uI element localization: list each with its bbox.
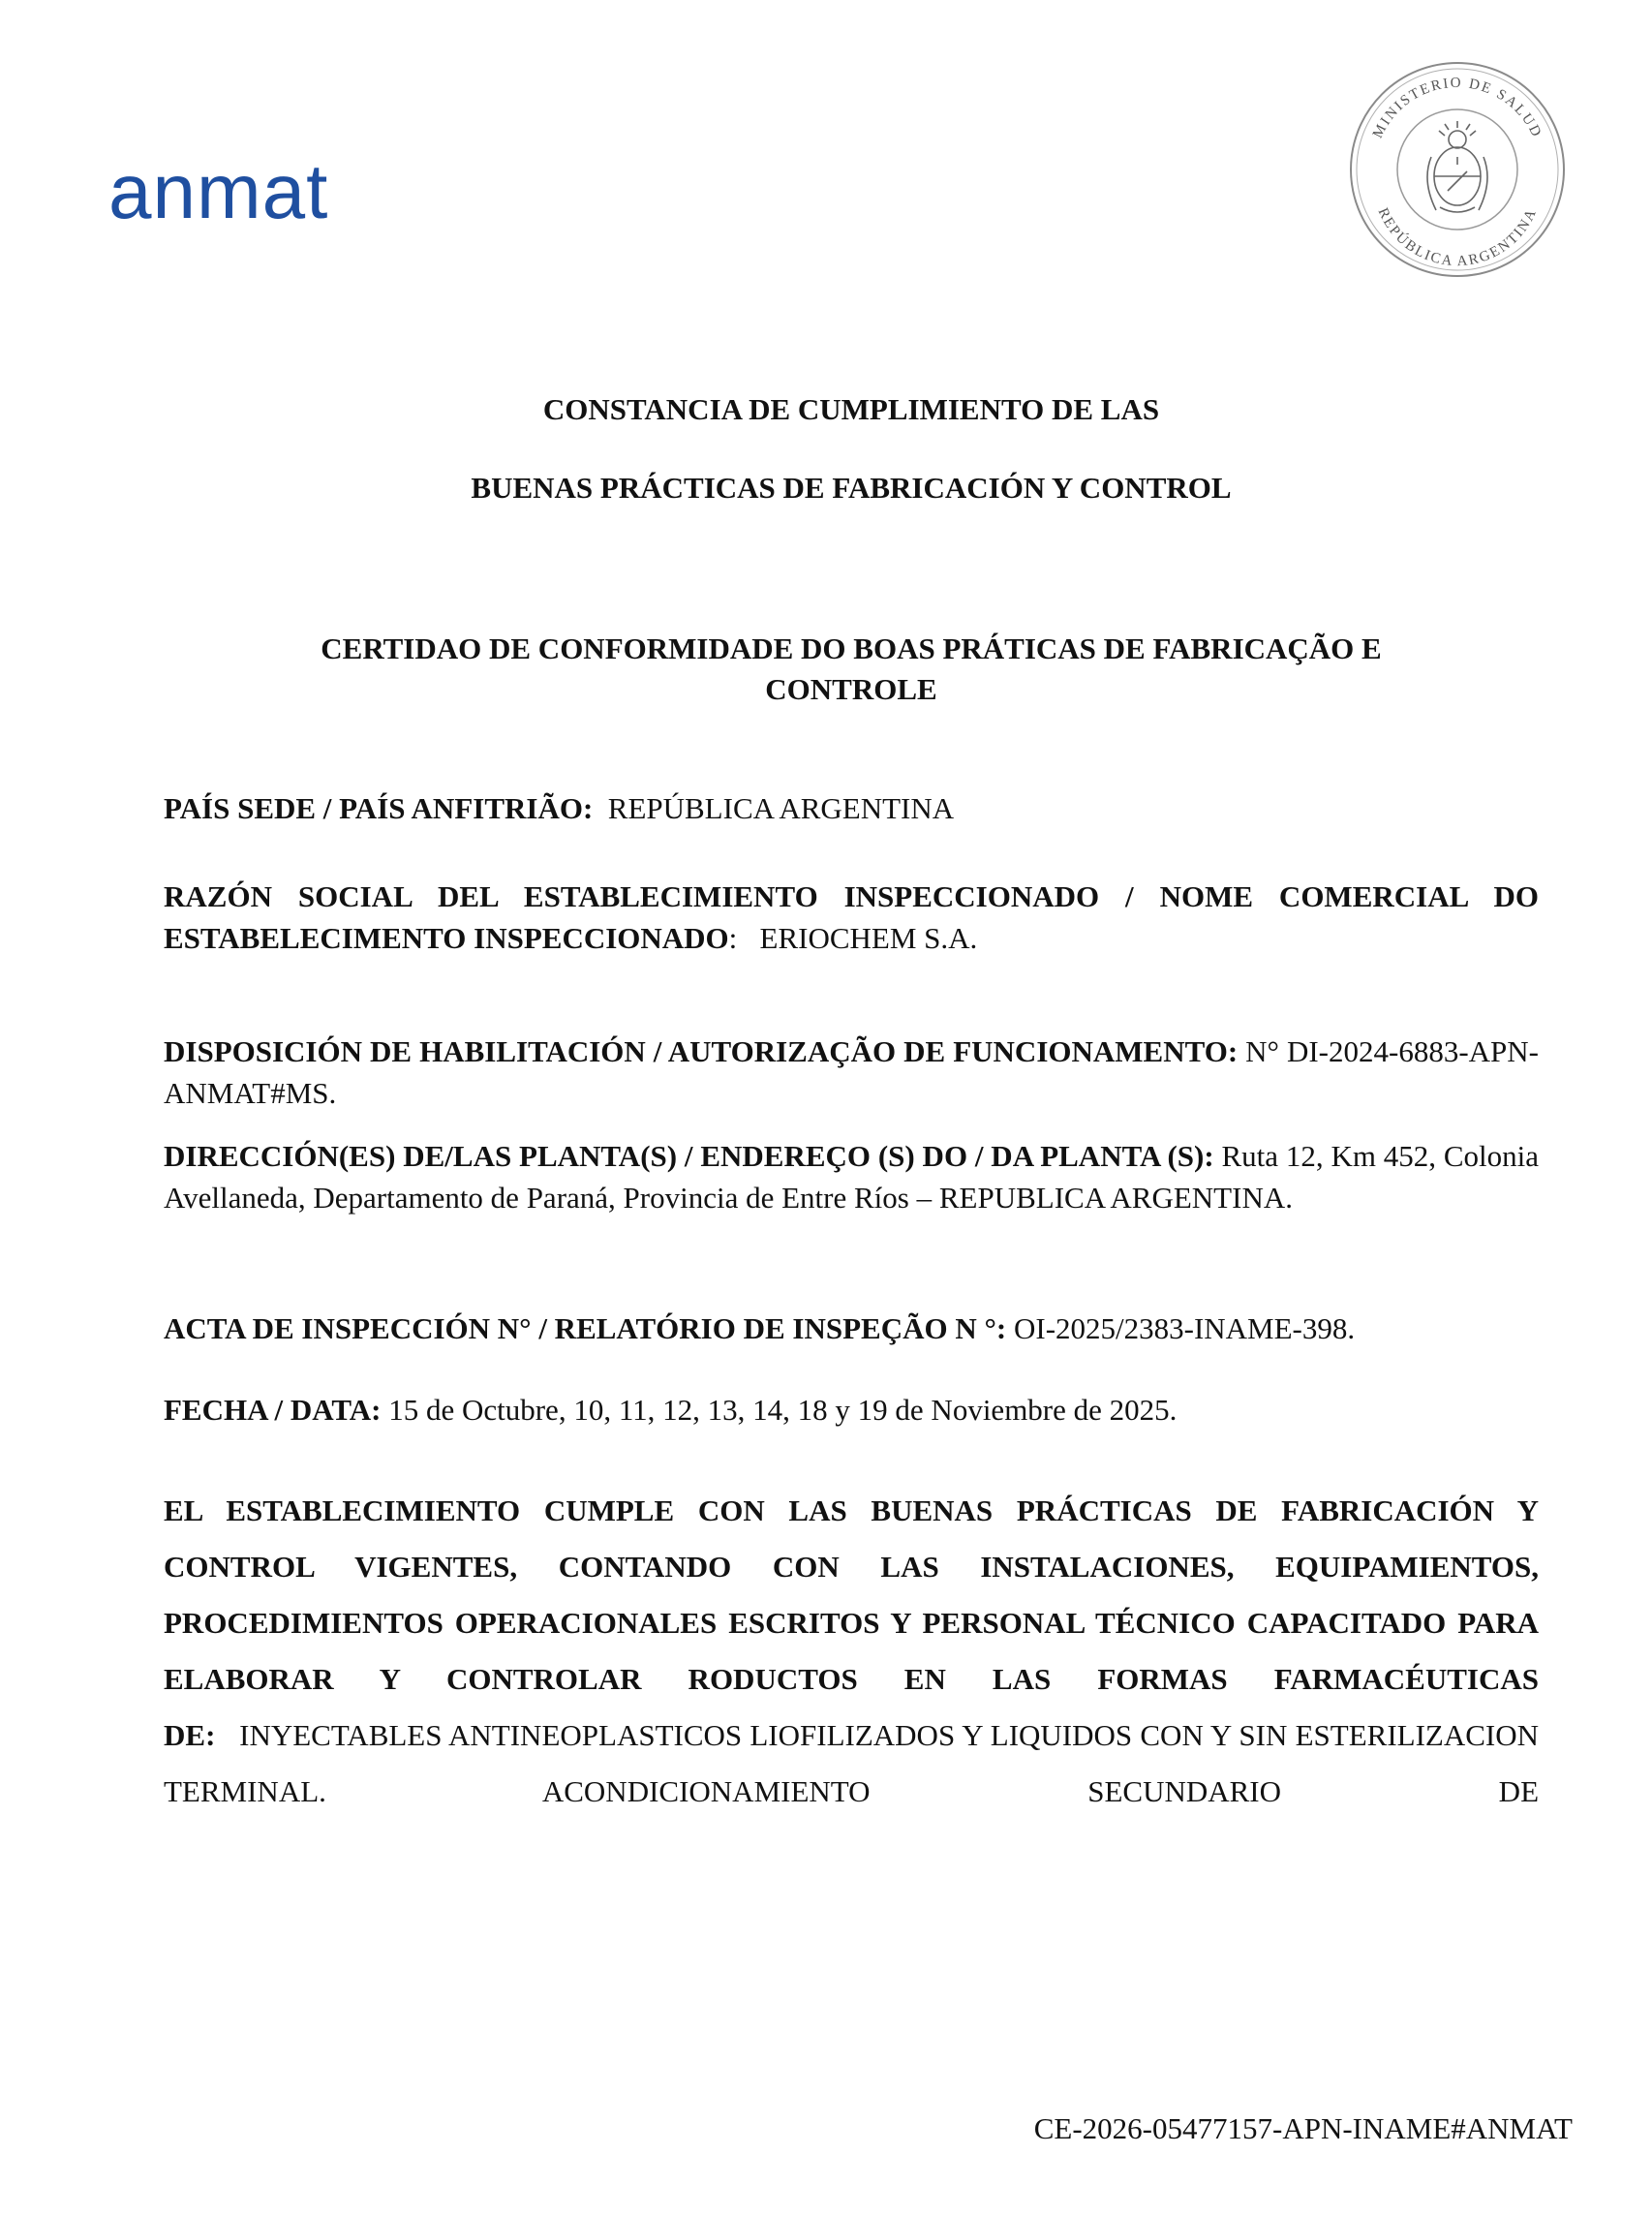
compliance-statement [164, 1483, 1539, 1820]
direccion-value: Ruta 12, Km 452, Colonia Avellaneda, Departamento de Paraná, Provincia de Entre Ríos – REPUBLICA ARGENTINA. [164, 1139, 1539, 1215]
coat-of-arms-icon [1427, 121, 1487, 212]
acta-inspeccion-label: ACTA DE INSPECCIÓN N° / RELATÓRIO DE INSPEÇÃO N °: [164, 1311, 1007, 1345]
fecha-value: 15 de Octubre, 10, 11, 12, 13, 14, 18 y 19 de Noviembre de 2025. [388, 1393, 1178, 1427]
disposicion-field [164, 1031, 1539, 1114]
seal-top-text: MINISTERIO DE SALUD [1369, 75, 1545, 141]
anmat-logo: anmat [108, 148, 329, 234]
razon-social-label: RAZÓN SOCIAL DEL ESTABLECIMIENTO INSPECCIONADO / NOME COMERCIAL DO ESTABELECIMENTO INSPECCIONADO [164, 879, 1539, 955]
direccion-label: DIRECCIÓN(ES) DE/LAS PLANTA(S) / ENDEREÇO (S) DO / DA PLANTA (S): [164, 1139, 1214, 1173]
acta-inspeccion-value: OI-2025/2383-INAME-398. [1013, 1311, 1356, 1345]
direccion-field [164, 1135, 1539, 1218]
razon-social-field: RAZÓN SOCIAL DEL ESTABLECIMIENTO INSPECCIONADO / NOME COMERCIAL DO ESTABELECIMENTO INSPECCIONADO: ERIOCHEM S.A. [164, 879, 1539, 955]
title-line-3: CERTIDAO DE CONFORMIDADE DO BOAS PRÁTICAS DE FABRICAÇÃO E [321, 631, 1382, 665]
compliance-statement-forms: INYECTABLES ANTINEOPLASTICOS LIOFILIZADOS Y LIQUIDOS CON Y SIN ESTERILIZACION TERMINAL. ACONDICIONAMIENTO SECUNDARIO DE [164, 1718, 1540, 1808]
fecha-label: FECHA / DATA: [164, 1393, 382, 1427]
fecha-field [164, 1389, 1539, 1431]
disposicion-value: N° DI-2024-6883-APN-ANMAT#MS. [164, 1034, 1539, 1110]
pais-sede-label: PAÍS SEDE / PAÍS ANFITRIÃO: [164, 791, 594, 825]
razon-social-value: ERIOCHEM S.A. [759, 921, 978, 955]
title-line-1: CONSTANCIA DE CUMPLIMIENTO DE LAS [542, 392, 1160, 426]
title-line-4: CONTROLE [765, 672, 937, 706]
pais-sede-field [164, 787, 1539, 829]
compliance-statement-bold: EL ESTABLECIMIENTO CUMPLE CON LAS BUENAS PRÁCTICAS DE FABRICACIÓN Y CONTROL VIGENTES, CONTANDO CON LAS INSTALACIONES, EQUIPAMIENTOS, PROCEDIMIENTOS OPERACIONALES ESCRITOS Y PERSONAL TÉCNICO CAPACITADO PARA ELABORAR Y CONTROLAR RODUCTOS EN LAS FORMAS FARMACÉUTICAS DE: [164, 1493, 1539, 1752]
pais-sede-value: REPÚBLICA ARGENTINA [607, 791, 955, 825]
seal-bottom-text: REPÚBLICA ARGENTINA [1374, 205, 1541, 270]
ministerio-de-salud-seal [1348, 60, 1567, 279]
document-reference: CE-2026-05477157-APN-INAME#ANMAT [1033, 2111, 1573, 2145]
acta-inspeccion-field [164, 1308, 1539, 1349]
disposicion-label: DISPOSICIÓN DE HABILITACIÓN / AUTORIZAÇÃO DE FUNCIONAMENTO: [164, 1034, 1239, 1068]
title-line-2: BUENAS PRÁCTICAS DE FABRICACIÓN Y CONTROL [471, 471, 1232, 505]
